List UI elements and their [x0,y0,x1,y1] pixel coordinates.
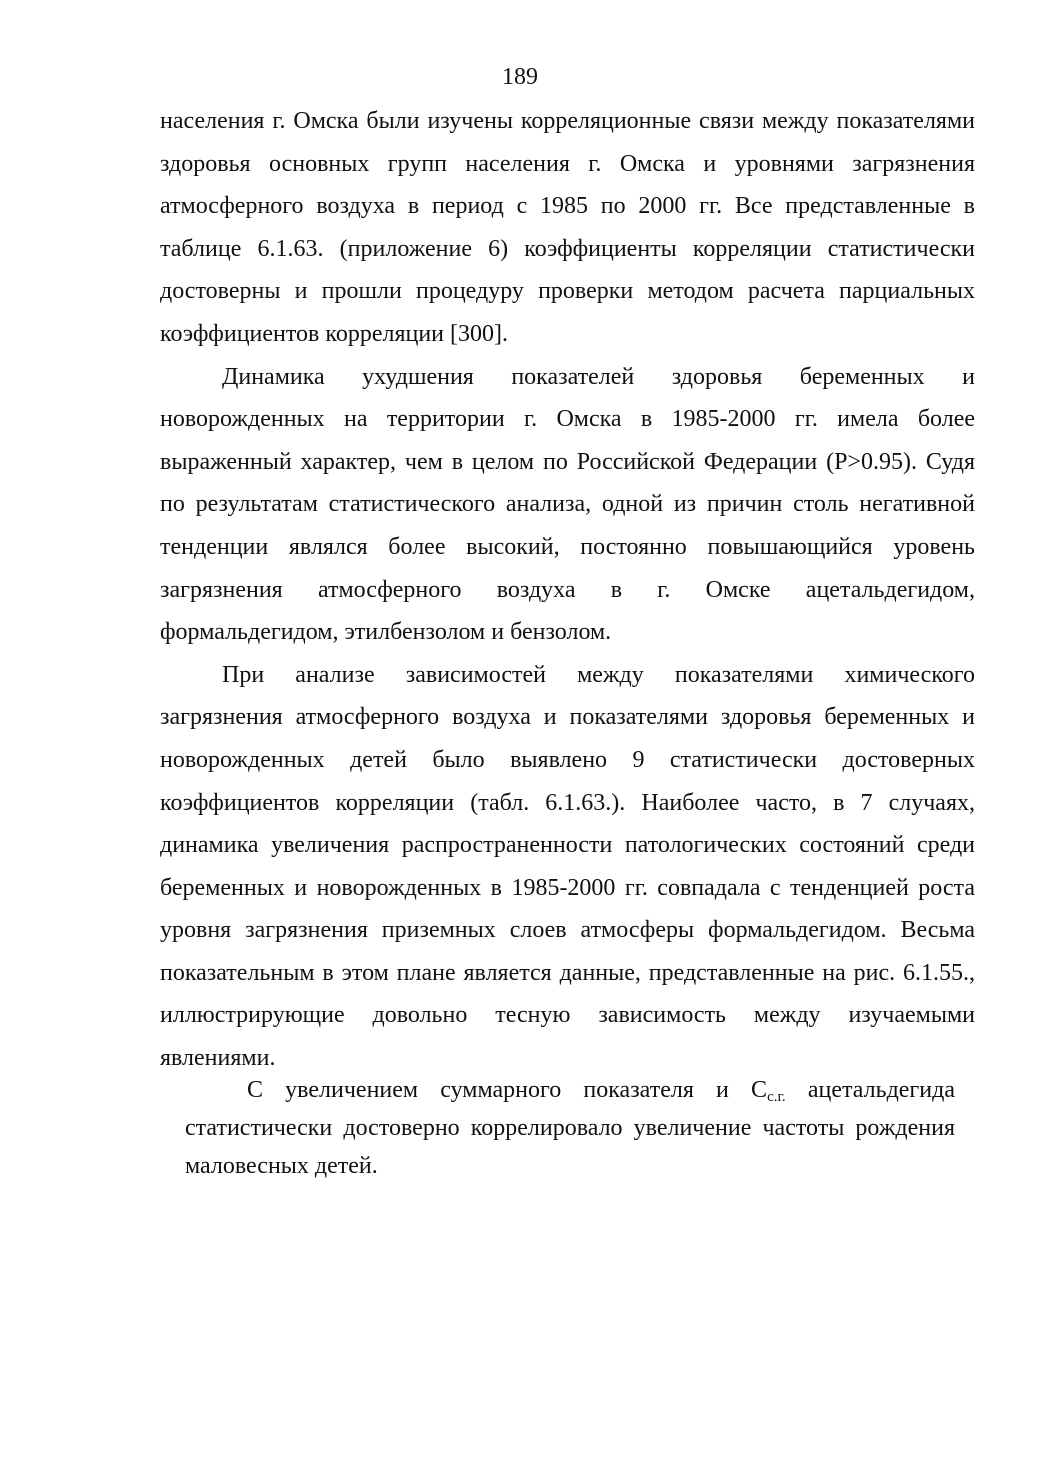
paragraph-4 [185,1071,955,1185]
paragraph-4-end: ацетальдегида статистически достоверно коррелировало увеличение частоты рождения маловесных детей. [185,1077,955,1179]
paragraph-3: При анализе зависимостей между показателями химического загрязнения атмосферного воздуха и показателями здоровья беременных и новорожденных детей было выявлено 9 статистически достоверных коэффициентов корреляции (табл. 6.1.63.). Наиболее часто, в 7 случаях, динамика увеличения распространенности патологических состояний среди беременных и новорожденных в 1985-2000 гг. совпадала с тенденцией роста уровня загрязнения приземных слоев атмосферы формальдегидом. Весьма показательным в этом плане является данные, представленные на рис. 6.1.55., иллюстрирующие довольно тесную зависимость между изучаемыми явлениями. [160,661,975,1072]
subscript-sg: с.г. [767,1089,786,1105]
paragraph-4-start: С увеличением суммарного показателя и С [247,1077,768,1103]
paragraph-2: Динамика ухудшения показателей здоровья беременных и новорожденных на территории г. Омска в 1985-2000 гг. имела более выраженный характер, чем в целом по Российской Федерации (P>0.95). Судя по результатам статистического анализа, одной из причин столь негативной тенденции являлся более высокий, постоянно повышающийся уровень загрязнения атмосферного воздуха в г. Омске ацетальдегидом, формальдегидом, этилбензолом и бензолом. [160,363,975,646]
page-number: 189 [502,64,538,90]
paragraph-1: населения г. Омска были изучены корреляционные связи между показателями здоровья основных групп населения г. Омска и уровнями загрязнения атмосферного воздуха в период с 1985 по 2000 гг. Все представленные в таблице 6.1.63. (приложение 6) коэффициенты корреляции статистически достоверны и прошли процедуру проверки методом расчета парциальных коэффициентов корреляции [300]. [160,108,975,347]
document-body [160,100,975,1080]
final-paragraph-block [185,1071,955,1185]
